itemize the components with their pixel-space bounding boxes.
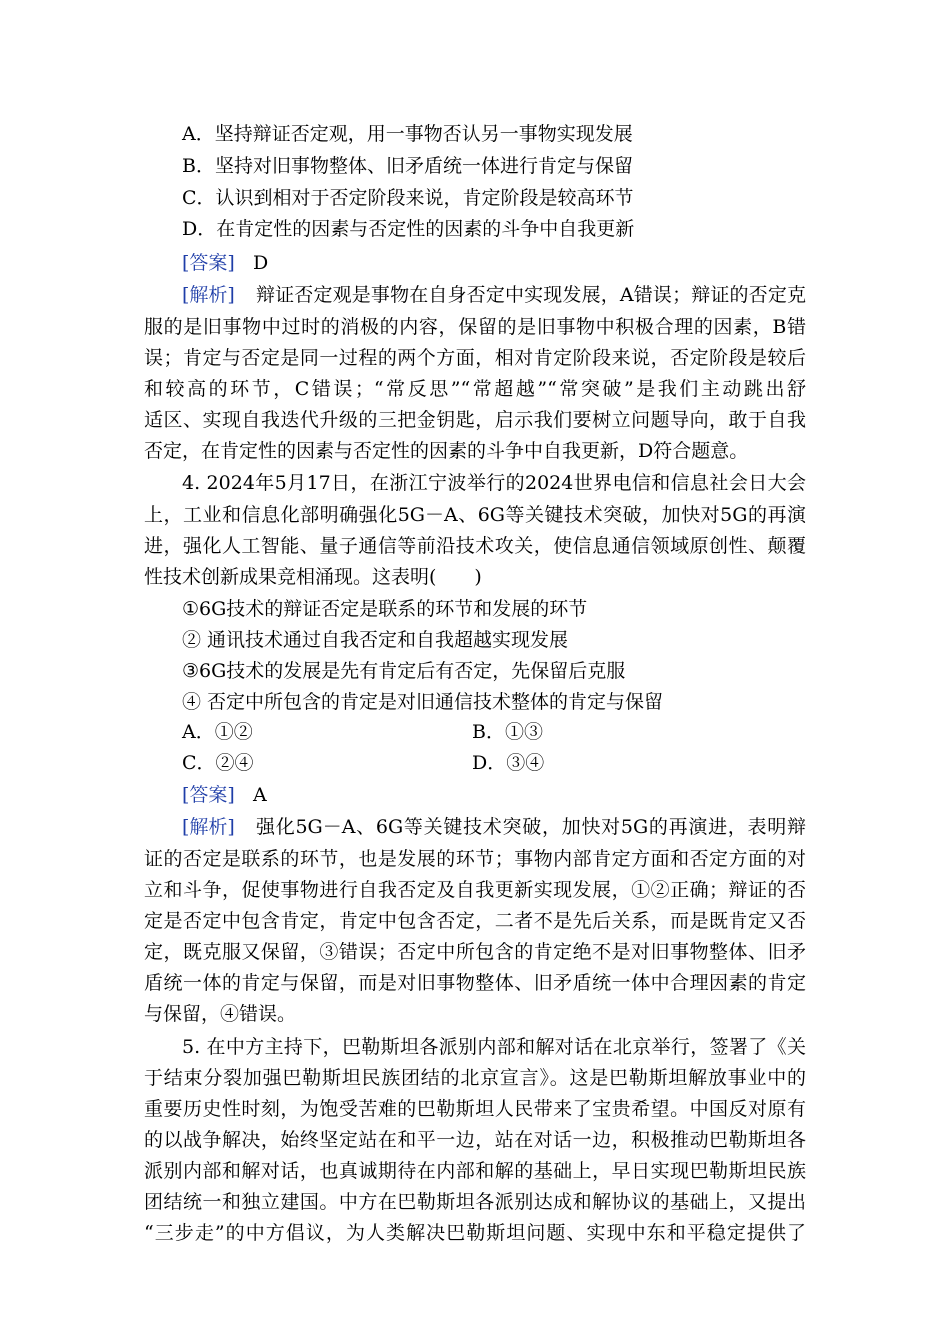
q5-stem-line: “三步走”的中方倡议，为人类解决巴勒斯坦问题、实现中东和平稳定提供了 [144, 1222, 806, 1244]
q4-analysis-line: 强化5G－A、6G等关键技术突破，加快对5G的再演进，表明辩 [256, 816, 806, 838]
q3-analysis-line: 适区、实现自我迭代升级的三把金钥匙，启示我们要树立问题导向，敢于自我 [144, 409, 806, 431]
q4-stem-line: 上，工业和信息化部明确强化5G－A、6G等关键技术突破，加快对5G的再演 [144, 504, 806, 526]
q3-option-a: A．坚持辩证否定观，用一事物否认另一事物实现发展 [182, 123, 633, 145]
q3-option-b: B．坚持对旧事物整体、旧矛盾统一体进行肯定与保留 [182, 155, 633, 177]
q4-answer-value: A [252, 784, 267, 806]
q4-analysis-line: 定是否定中包含肯定，肯定中包含否定，二者不是先后关系，而是既肯定又否 [144, 910, 806, 932]
q4-analysis-line: 盾统一体的肯定与保留，而是对旧事物整体、旧矛盾统一体中合理因素的肯定 [144, 972, 806, 994]
q5-stem-line: 5. 在中方主持下，巴勒斯坦各派别内部和解对话在北京举行，签署了《关 [182, 1036, 806, 1058]
q4-choice-a: A．①② [182, 721, 253, 743]
q3-analysis-line: 辩证否定观是事物在自身否定中实现发展，A错误；辩证的否定克 [256, 284, 806, 306]
q5-stem-line: 团结统一和独立建国。中方在巴勒斯坦各派别达成和解协议的基础上，又提出 [144, 1191, 806, 1213]
q4-choice-b: B．①③ [472, 721, 543, 743]
q3-analysis-line: 服的是旧事物中过时的消极的内容，保留的是旧事物中积极合理的因素，B错 [144, 316, 806, 338]
q3-answer-value: D [252, 252, 269, 274]
q3-analysis-tag: [解析] [182, 284, 235, 306]
q4-analysis-line: 证的否定是联系的环节，也是发展的环节；事物内部肯定方面和否定方面的对 [144, 848, 806, 870]
q5-stem-line: 于结束分裂加强巴勒斯坦民族团结的北京宣言》。这是巴勒斯坦解放事业中的 [144, 1067, 806, 1089]
q4-answer-tag: [答案] [182, 784, 235, 806]
q4-analysis-tag: [解析] [182, 816, 235, 838]
q3-analysis-line: 和较高的环节，C错误；“常反思”“常超越”“常突破”是我们主动跳出舒 [144, 378, 806, 400]
q4-statement-4: ④ 否定中所包含的肯定是对旧通信技术整体的肯定与保留 [182, 691, 664, 713]
q4-stem-line: 进，强化人工智能、量子通信等前沿技术攻关，使信息通信领域原创性、颠覆 [144, 535, 806, 557]
q4-choice-c: C．②④ [182, 752, 254, 774]
q4-statement-2: ② 通讯技术通过自我否定和自我超越实现发展 [182, 629, 569, 651]
q5-stem-line: 派别内部和解对话，也真诚期待在内部和解的基础上，早日实现巴勒斯坦民族 [144, 1160, 806, 1182]
q3-answer-tag: [答案] [182, 252, 235, 274]
q5-stem-line: 的以战争解决，始终坚定站在和平一边，站在对话一边，积极推动巴勒斯坦各 [144, 1129, 806, 1151]
q4-analysis-line: 立和斗争，促使事物进行自我否定及自我更新实现发展，①②正确；辩证的否 [144, 879, 806, 901]
q4-stem-line: 4. 2024年5月17日，在浙江宁波举行的2024世界电信和信息社会日大会 [182, 472, 806, 494]
q3-option-d: D．在肯定性的因素与否定性的因素的斗争中自我更新 [182, 218, 635, 240]
q3-answer [182, 248, 268, 278]
q4-statement-3: ③6G技术的发展是先有肯定后有否定，先保留后克服 [182, 660, 626, 682]
q4-analysis-line: 与保留，④错误。 [144, 1003, 297, 1025]
q3-option-c: C．认识到相对于否定阶段来说，肯定阶段是较高环节 [182, 187, 634, 209]
q4-answer [182, 780, 267, 810]
q4-stem-line: 性技术创新成果竞相涌现。这表明( ) [144, 566, 482, 588]
q4-choice-d: D．③④ [472, 752, 545, 774]
q4-analysis-line: 定，既克服又保留，③错误；否定中所包含的肯定绝不是对旧事物整体、旧矛 [144, 941, 806, 963]
q3-analysis-line: 否定，在肯定性的因素与否定性的因素的斗争中自我更新，D符合题意。 [144, 440, 749, 462]
q3-analysis-line: 误；肯定与否定是同一过程的两个方面，相对肯定阶段来说，否定阶段是较后 [144, 347, 806, 369]
q4-statement-1: ①6G技术的辩证否定是联系的环节和发展的环节 [182, 598, 588, 620]
q5-stem-line: 重要历史性时刻，为饱受苦难的巴勒斯坦人民带来了宝贵希望。中国反对原有 [144, 1098, 806, 1120]
